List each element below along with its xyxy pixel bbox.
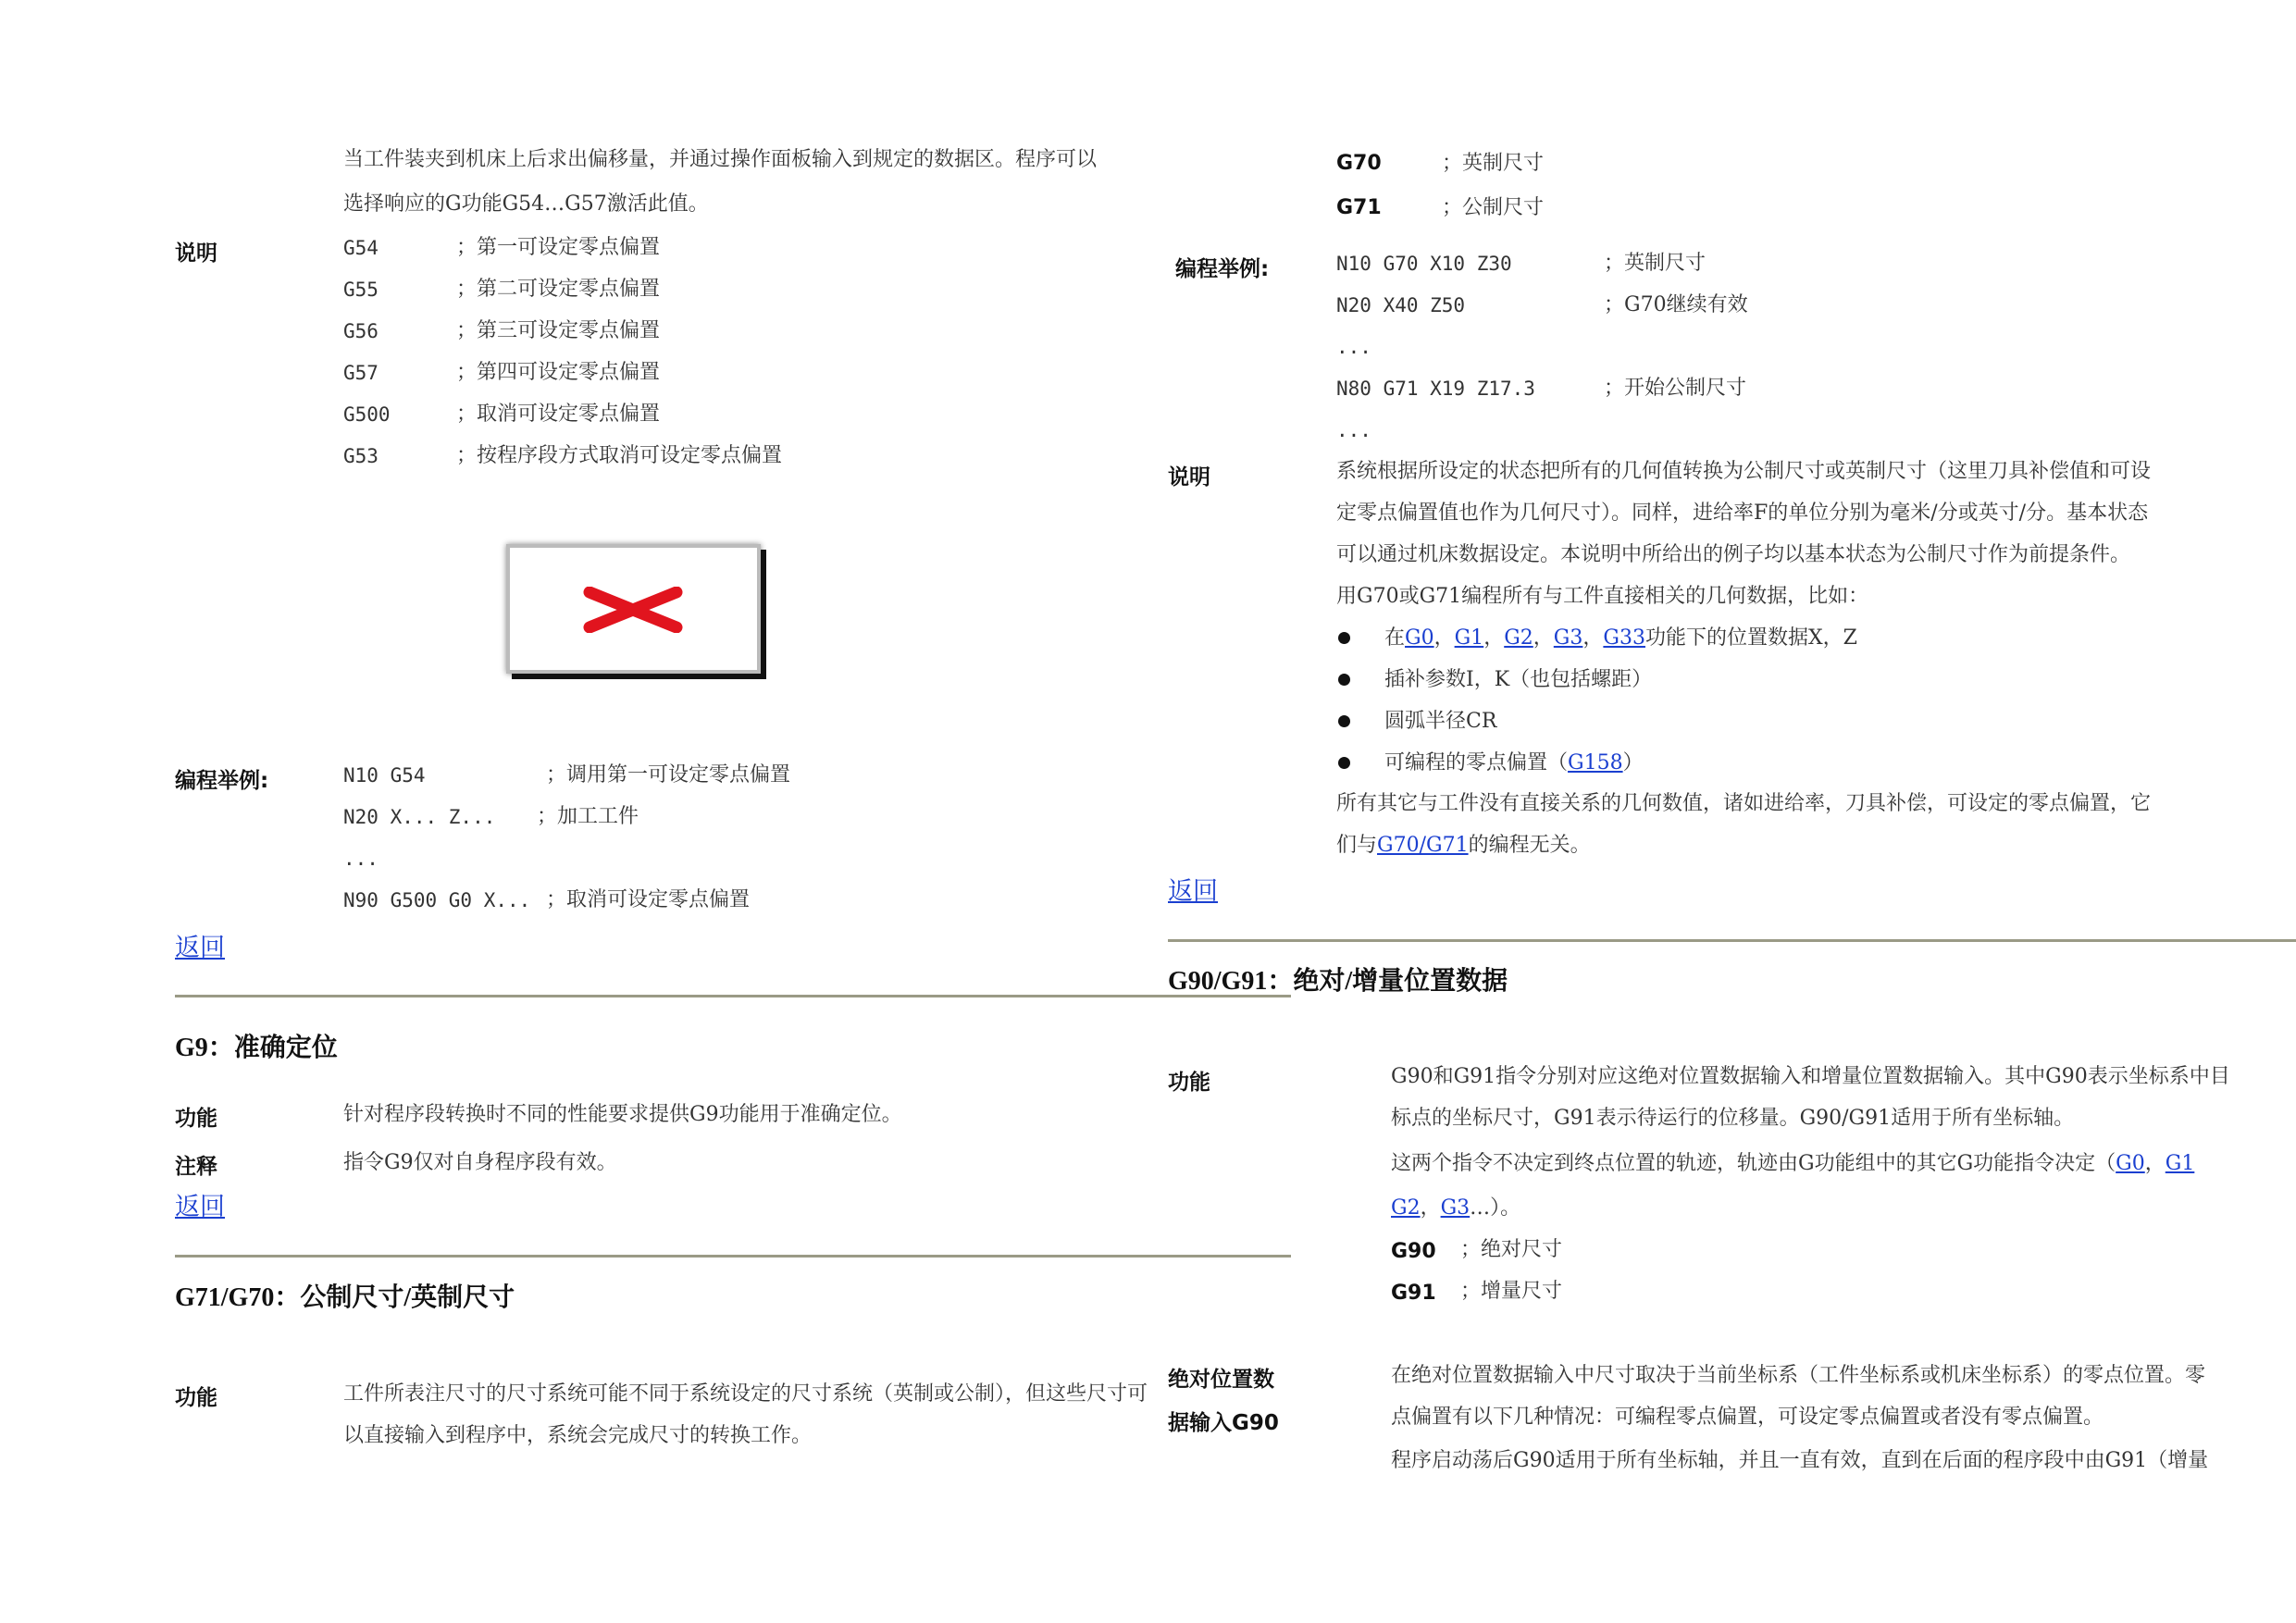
g9-func-text: 针对程序段转换时不同的性能要求提供G9功能用于准确定位。 xyxy=(343,1103,902,1126)
right-example-text-1: ；英制尺寸 xyxy=(1604,252,1706,275)
abs-line-2: 点偏置有以下几种情况：可编程零点偏置，可设定零点偏置或者没有零点偏置。 xyxy=(1391,1406,2104,1429)
divider xyxy=(175,1255,1291,1258)
g71-func-label: 功能 xyxy=(175,1386,217,1410)
right-example-text-4: ；开始公制尺寸 xyxy=(1604,377,1747,400)
right-desc-line-6 xyxy=(1336,824,1591,866)
link-g33[interactable]: G33 xyxy=(1603,626,1645,650)
bullet-2: 插补参数I，K（也包括螺距） xyxy=(1384,668,1653,691)
bullet-4-suffix: ） xyxy=(1622,751,1644,774)
link-g3[interactable]: G3 xyxy=(1553,626,1583,650)
bullet-1-suffix: 功能下的位置数据X，Z xyxy=(1644,626,1857,650)
bullet-icon xyxy=(1338,757,1350,769)
desc-code-g56: G56 xyxy=(343,320,379,342)
g9-note-label: 注释 xyxy=(175,1155,217,1179)
bullet-3: 圆弧半径CR xyxy=(1384,710,1497,733)
line-6-prefix: 们与 xyxy=(1336,834,1378,857)
right-desc-line-1: 系统根据所设定的状态把所有的几何值转换为公制尺寸或英制尺寸（这里刀具补偿值和可设 xyxy=(1336,460,2152,483)
abs-label-line-1: 绝对位置数 xyxy=(1168,1368,1274,1392)
g71-code: G71 xyxy=(1336,196,1382,219)
separator: ， xyxy=(1533,626,1554,650)
desc-code-g57: G57 xyxy=(343,362,379,384)
intro-line-1: 当工件装夹到机床上后求出偏移量，并通过操作面板输入到规定的数据区。程序可以 xyxy=(343,148,1098,171)
g90-code: G90 xyxy=(1391,1240,1436,1263)
g71-func-line-2: 以直接输入到程序中，系统会完成尺寸的转换工作。 xyxy=(343,1424,813,1447)
right-desc-line-2: 定零点偏置值也作为几何尺寸）。同样，进给率F的单位分别为毫米/分或英寸/分。基本状态 xyxy=(1336,502,2149,525)
example-code-1: N10 G54 xyxy=(343,764,426,787)
desc-text-g55: ；第二可设定零点偏置 xyxy=(456,278,661,301)
link-g2[interactable]: G2 xyxy=(1504,626,1533,650)
line-6-suffix: 的编程无关。 xyxy=(1468,834,1591,857)
g91-text: ；增量尺寸 xyxy=(1460,1280,1563,1303)
bullet-icon xyxy=(1338,715,1350,727)
desc-code-g53: G53 xyxy=(343,445,379,467)
right-desc-line-4: 用G70或G71编程所有与工件直接相关的几何数据，比如： xyxy=(1336,585,1869,608)
g90-func-line-4 xyxy=(1391,1187,1520,1229)
link-g3[interactable]: G3 xyxy=(1440,1196,1471,1220)
desc-text-g56: ；第三可设定零点偏置 xyxy=(456,319,661,342)
link-g0[interactable]: G0 xyxy=(2116,1152,2145,1175)
g90-func-line-3 xyxy=(1391,1143,2194,1184)
bullet-4 xyxy=(1384,742,1644,784)
g9-heading: G9：准确定位 xyxy=(175,1034,338,1062)
g70-text: ；英制尺寸 xyxy=(1442,152,1545,175)
desc-code-g55: G55 xyxy=(343,279,379,301)
desc-text-g53: ；按程序段方式取消可设定零点偏置 xyxy=(456,444,783,467)
g90-text: ；绝对尺寸 xyxy=(1460,1238,1563,1261)
line-3-prefix: 这两个指令不决定到终点位置的轨迹，轨迹由G功能组中的其它G功能指令决定（ xyxy=(1391,1152,2116,1175)
back-link-right[interactable]: 返回 xyxy=(1168,877,1218,906)
g71-text: ；公制尺寸 xyxy=(1442,196,1545,219)
example-code-3: ... xyxy=(343,848,379,870)
desc-code-g54: G54 xyxy=(343,237,379,259)
separator: ， xyxy=(1433,626,1455,650)
abs-line-3: 程序启动荡后G90适用于所有坐标轴，并且一直有效，直到在后面的程序段中由G91（增量 xyxy=(1391,1449,2209,1472)
desc-code-g500: G500 xyxy=(343,403,391,426)
right-example-code-1: N10 G70 X10 Z30 xyxy=(1336,253,1512,275)
example-text-1: ；调用第一可设定零点偏置 xyxy=(546,763,791,787)
g70-code: G70 xyxy=(1336,152,1382,175)
divider xyxy=(175,995,1291,997)
right-example-code-4: N80 G71 X19 Z17.3 xyxy=(1336,378,1535,400)
separator: ， xyxy=(1483,626,1505,650)
g90-func-line-1: G90和G91指令分别对应这绝对位置数据输入和增量位置数据输入。其中G90表示坐标系中目 xyxy=(1391,1065,2230,1088)
g90-func-label: 功能 xyxy=(1168,1071,1210,1095)
right-example-label: 编程举例: xyxy=(1175,257,1270,281)
g9-note-text: 指令G9仅对自身程序段有效。 xyxy=(343,1151,617,1174)
bullet-1-prefix: 在 xyxy=(1384,626,1406,650)
right-example-text-2: ；G70继续有效 xyxy=(1604,293,1748,316)
example-text-2: ；加工工件 xyxy=(537,805,639,828)
separator: ， xyxy=(2144,1152,2166,1175)
bullet-1 xyxy=(1384,617,1857,659)
right-desc-line-5: 所有其它与工件没有直接关系的几何数值，诸如进给率，刀具补偿，可设定的零点偏置，它 xyxy=(1336,792,2152,815)
right-desc-line-3: 可以通过机床数据设定。本说明中所给出的例子均以基本状态为公制尺寸作为前提条件。 xyxy=(1336,543,2131,566)
desc-label: 说明 xyxy=(175,242,217,266)
g71-func-line-1: 工件所表注尺寸的尺寸系统可能不同于系统设定的尺寸系统（英制或公制），但这些尺寸可 xyxy=(343,1382,1148,1406)
right-desc-label: 说明 xyxy=(1168,465,1210,489)
example-code-2: N20 X... Z... xyxy=(343,806,496,828)
divider xyxy=(1168,939,2296,942)
separator: ， xyxy=(1420,1196,1441,1220)
abs-line-1: 在绝对位置数据输入中尺寸取决于当前坐标系（工件坐标系或机床坐标系）的零点位置。零 xyxy=(1391,1364,2206,1387)
back-link-1[interactable]: 返回 xyxy=(175,934,225,962)
g71-heading: G71/G70：公制尺寸/英制尺寸 xyxy=(175,1283,515,1312)
link-g70-g71[interactable]: G70/G71 xyxy=(1377,834,1469,857)
desc-text-g57: ；第四可设定零点偏置 xyxy=(456,361,661,384)
abs-label-line-2: 据输入G90 xyxy=(1168,1411,1279,1435)
g90-heading: G90/G91：绝对/增量位置数据 xyxy=(1168,967,1508,996)
back-link-2[interactable]: 返回 xyxy=(175,1193,225,1221)
g9-func-label: 功能 xyxy=(175,1107,217,1131)
link-g1[interactable]: G1 xyxy=(2165,1152,2195,1175)
desc-text-g54: ；第一可设定零点偏置 xyxy=(456,236,661,259)
separator: ， xyxy=(1582,626,1604,650)
example-code-4: N90 G500 G0 X... xyxy=(343,889,531,911)
line-4-suffix: …）。 xyxy=(1470,1196,1521,1220)
bullet-icon xyxy=(1338,674,1350,686)
desc-text-g500: ；取消可设定零点偏置 xyxy=(456,403,661,426)
link-g1[interactable]: G1 xyxy=(1454,626,1484,650)
link-g2[interactable]: G2 xyxy=(1391,1196,1421,1220)
example-label: 编程举例: xyxy=(175,769,269,793)
red-x-icon xyxy=(582,587,684,633)
link-g158[interactable]: G158 xyxy=(1568,751,1623,774)
intro-line-2: 选择响应的G功能G54…G57激活此值。 xyxy=(343,192,709,216)
g90-func-line-2: 标点的坐标尺寸，G91表示待运行的位移量。G90/G91适用于所有坐标轴。 xyxy=(1391,1107,2075,1130)
example-text-4: ；取消可设定零点偏置 xyxy=(546,888,751,911)
bullet-icon xyxy=(1338,632,1350,644)
right-example-code-3: ... xyxy=(1336,336,1371,358)
right-example-code-5: ... xyxy=(1336,419,1371,441)
link-g0[interactable]: G0 xyxy=(1405,626,1434,650)
bullet-4-prefix: 可编程的零点偏置（ xyxy=(1384,751,1569,774)
broken-image-icon xyxy=(506,544,761,674)
g91-code: G91 xyxy=(1391,1282,1436,1305)
right-example-code-2: N20 X40 Z50 xyxy=(1336,294,1466,316)
